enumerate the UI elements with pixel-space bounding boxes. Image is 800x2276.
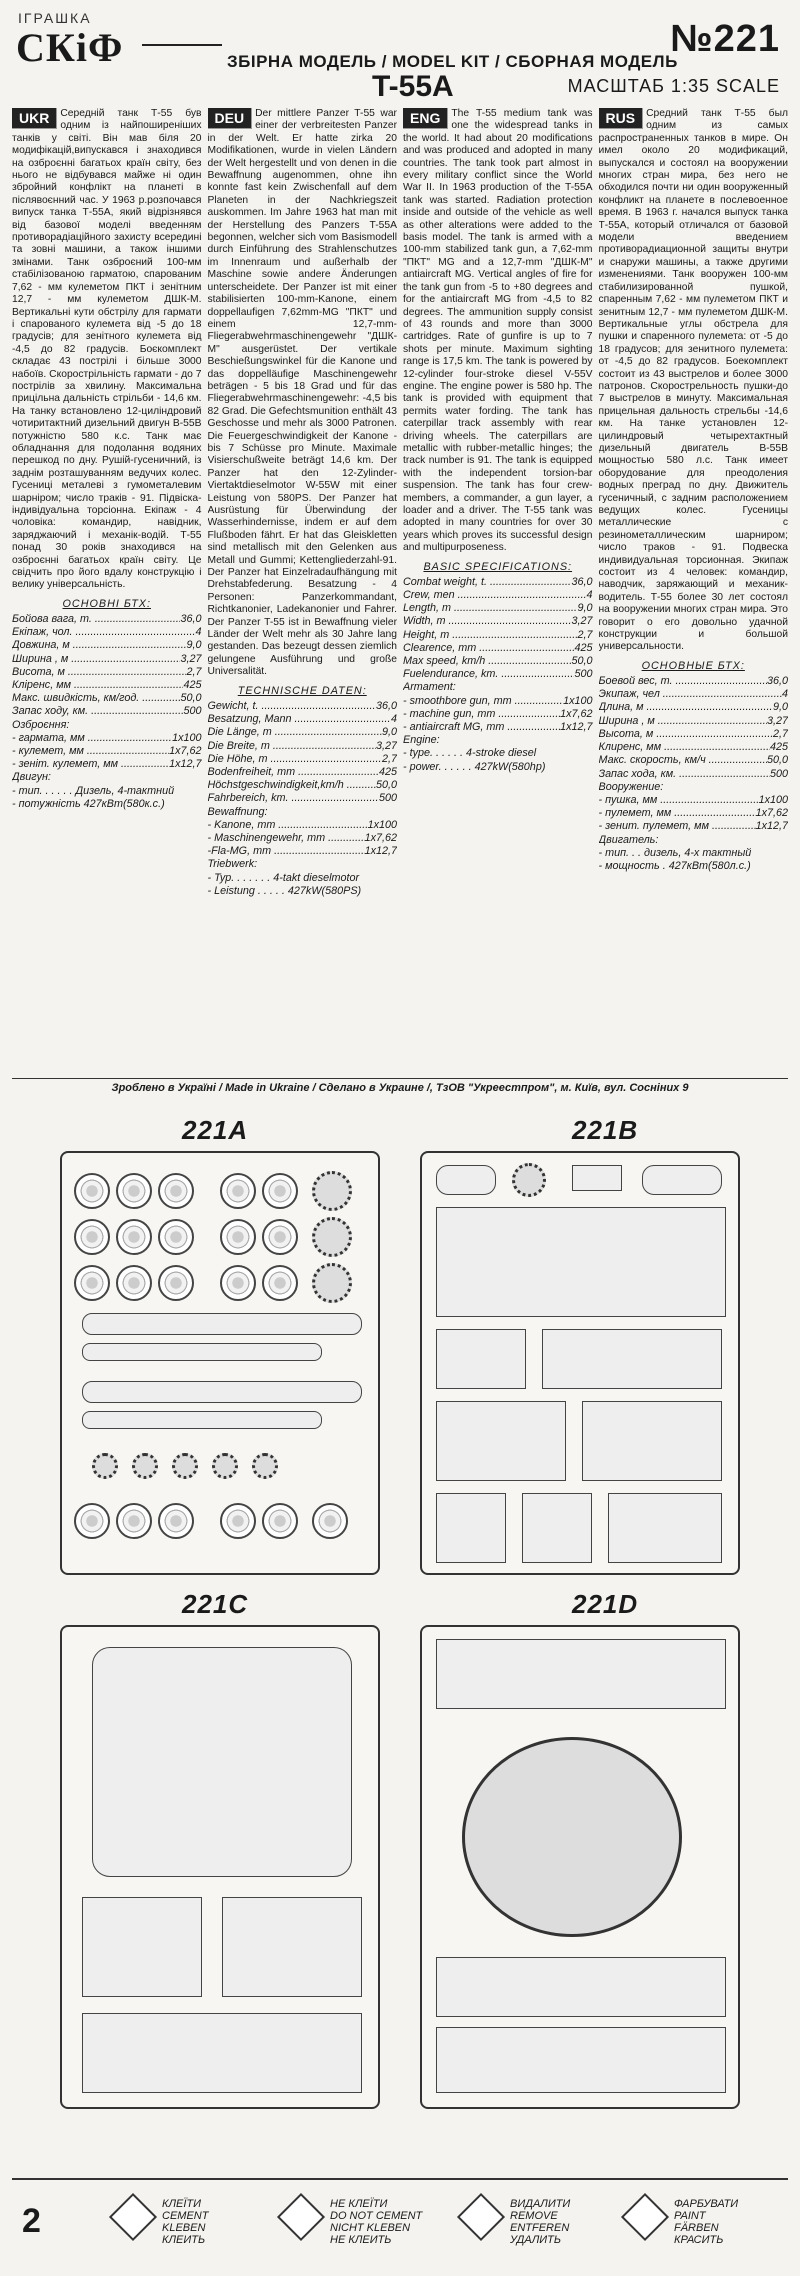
spec-row [599,820,789,833]
legend-text: CEMENT [162,2210,209,2222]
spec-label: Боевой вес, т. ..... [599,675,767,688]
spec-label: Fuelendurance, km. ..... [403,668,574,681]
road-wheel [262,1265,298,1301]
spec-row [208,832,398,845]
spec-row [208,792,398,805]
legend-text: ФАРБУВАТИ [674,2198,739,2210]
legend-text: ВИДАЛИТИ [510,2198,571,2210]
spec-row [12,798,202,811]
spec-label: Clearence, mm ..... [403,642,574,655]
spec-value: 500 [183,705,202,718]
spec-row [208,766,398,779]
spec-label: - пушка, мм ..... [599,794,759,807]
spec-value: 3,27 [180,652,202,665]
spec-table [403,561,593,774]
spec-row [599,847,789,860]
spec-value: 500 [769,767,788,780]
plate-part [608,1493,722,1563]
spec-label: Запас хода, км. ..... [599,768,770,781]
legend-text: PAINT [674,2210,706,2222]
spec-value: 2,7 [186,665,202,678]
lang-badge: UKR [12,108,56,128]
legend-text: KLEBEN [162,2222,206,2234]
spec-row [599,768,789,781]
spec-row [208,885,398,898]
spec-row [12,626,202,639]
spec-label: Armament: [403,681,456,694]
spec-row [12,705,202,718]
spec-label: - гармата, мм ..... [12,732,172,745]
spec-value: 50,0 [180,692,202,705]
plate-part [436,1329,526,1389]
spec-label: Высота, м ..... [599,728,773,741]
small-wheel [212,1453,238,1479]
spec-value: 3,27 [766,714,788,727]
spec-label: - Kanone, mm ..... [208,819,368,832]
spec-label: Ширина , м ..... [599,715,767,728]
spec-row [403,655,593,668]
hull-plate [436,1207,726,1317]
plate-part [222,1897,362,1997]
spec-label: Вооружение: [598,780,664,793]
small-wheel [92,1453,118,1479]
spec-value: 1х7,62 [364,831,397,844]
spec-row [403,681,593,694]
spec-value: 425 [769,741,788,754]
spec-row [403,629,593,642]
small-wheel [172,1453,198,1479]
spec-label: Fahrbereich, km. ..... [208,792,379,805]
spec-row [599,860,789,873]
spec-row [12,692,202,705]
spec-row [599,834,789,847]
spec-row [403,668,593,681]
spec-row [12,745,202,758]
spec-row [403,615,593,628]
spec-value: 1х7,62 [560,707,593,720]
track-part [82,1411,322,1429]
small-parts [436,1957,726,2017]
spec-row [208,819,398,832]
spec-value: 4 [781,688,788,701]
spec-label: Бойова вага, т. ..... [12,613,180,626]
spec-value: 50,0 [375,779,397,792]
spec-label: - power. . . . . . 427kW(580hp) [403,760,546,773]
sprue-diagrams [12,1115,788,2143]
spec-row [599,688,789,701]
spec-row [403,747,593,760]
spec-row [599,807,789,820]
spec-label: Length, m ..... [403,602,577,615]
spec-row [403,734,593,747]
legend-no-cement [330,2198,422,2246]
kit-type: ЗБІРНА МОДЕЛЬ / MODEL KIT / СБОРНАЯ МОДЕЛЬ [227,52,678,71]
spec-label: Engine: [403,734,440,747]
spec-row [403,708,593,721]
spec-row [12,719,202,732]
spec-label: -Fla-MG, mm ..... [208,845,365,858]
description-text: Середній танк Т-55 був одним із найпоширеніших танків у світі. Він мав біля 20 модифікацій,випускався і знаходився на озброєнні багатьох країн світу, без нього не відбувався майже ні один збройний конфлікт на планеті в післявоєнний час. У 1963 р.розпочався випуск танка Т-55А, який відрізнявся від базової моделі введенням противорадіаційного захисту всередині та зовні машини, а також іншими змінами. Танк озброєний 100-мм стабілізованою гарматою, спарованим 7,62 - мм кулеметом ПКТ і зенітним 12,7 - мм кулеметом ДШК-М. Вертикальні кути обстрілу для гармати і спарованого кулемета від -5 до 18 градусів; для зенітного кулемета від -4,5 до 82 градусів. Боєкомплект складає 43 пострілі і більше 3000 набоїв. Скорострільність гармати - до 7 пострілів за хвилину. Максимальна прицільна дальність стрільби - 14,6 км. На танку встановлено 12-циліндровий чотиритактний дизельний двигун В-55В потужністю 580 к.с. Танк має обладнання для подолання водяних перешкод по дну. Рушій-гусеничний, із заднім розташуванням ведучих колес. Гусениці металеві з гумометалевим шарніром; число траків - 91. Підвіска-індивідуальна торсіонна. Екіпаж - 4 чоловіка: командир, навідник, заряджаючий і механік-водій. Т-55 понад 30 років знаходився на озброєнні багатьох країн світу. Це свідчить про його вдалу конструкцію і велику універсальність. [12,108,202,591]
remove-icon [457,2193,505,2241]
spec-label: Озброєння: [12,718,70,731]
spec-value: 2,7 [381,752,397,765]
spec-row [12,666,202,679]
spec-row [208,713,398,726]
spec-value: 36,0 [766,675,788,688]
spec-row [403,589,593,602]
legend-text: ENTFEREN [510,2222,570,2234]
spec-label: Довжина, м ..... [12,639,186,652]
spec-value: 9,0 [186,639,202,652]
spec-value: 4 [390,713,397,726]
legend-text: REMOVE [510,2210,558,2222]
symbol-legend [12,2178,788,2264]
turret-ring [462,1737,682,1937]
spec-value: 1х100 [563,694,593,707]
road-wheel [220,1219,256,1255]
spec-value: 4 [195,626,202,639]
spec-value: 425 [574,641,593,654]
plate-part [522,1493,592,1563]
spec-label: Die Länge, m ..... [208,726,382,739]
spec-label: Bodenfreiheit, mm ..... [208,766,379,779]
sprue-d-frame [420,1625,740,2109]
spec-table [12,598,202,811]
legend-text: КРАСИТЬ [674,2234,724,2246]
spec-row [599,781,789,794]
spec-label: Ширина , м ..... [12,653,180,666]
brand-logo: СКіФ [16,25,124,70]
spec-row [403,576,593,589]
spec-row [12,613,202,626]
small-wheel [252,1453,278,1479]
spec-label: - тип. . . дизель, 4-х тактный [598,846,752,859]
road-wheel [158,1265,194,1301]
spec-label: - зеніт. кулемет, мм ..... [12,758,169,771]
cover-part [642,1165,722,1195]
spec-label: Запас ходу, км. ..... [12,705,183,718]
spec-label: Height, m ..... [403,629,577,642]
track-part [82,1343,322,1361]
spec-title: ОСНОВНІ БТХ: [62,597,151,610]
round-part [512,1163,546,1197]
header [12,8,788,104]
spec-label: Двигун: [12,771,51,784]
spec-value: 1х100 [758,793,788,806]
spec-label: - antiaircraft MG, mm ..... [403,721,560,734]
spec-value: 500 [378,792,397,805]
spec-value: 50,0 [571,655,593,668]
road-wheel [262,1219,298,1255]
spec-value: 1х12,7 [169,758,202,771]
spec-label: - мощность . 427кВт(580л.с.) [598,859,751,872]
column-ukr [12,108,202,1072]
spec-value: 50,0 [766,754,788,767]
box-part [572,1165,622,1191]
spec-row [208,740,398,753]
road-wheel [158,1219,194,1255]
small-parts [436,2027,726,2093]
spec-row [12,785,202,798]
spec-row [599,794,789,807]
spec-row [403,721,593,734]
road-wheel [74,1173,110,1209]
spec-label: Висота, м ..... [12,666,186,679]
spec-value: 36,0 [180,613,202,626]
spec-row [208,858,398,871]
divider [142,44,222,46]
spec-value: 9,0 [577,602,593,615]
column-deu [208,108,398,1072]
spec-row [12,732,202,745]
spec-label: - Leistung . . . . . 427kW(580PS) [207,884,362,897]
spec-title: BASIC SPECIFICATIONS: [423,560,573,573]
drive-sprocket [312,1263,352,1303]
lang-badge: DEU [208,108,252,128]
spec-row [599,754,789,767]
road-wheel [116,1265,152,1301]
scale-label: МАСШТАБ 1:35 SCALE [567,76,780,96]
spec-label: Combat weight, t. ..... [403,576,571,589]
spec-value: 3,27 [571,615,593,628]
spec-value: 425 [378,765,397,778]
spec-value: 500 [574,668,593,681]
spec-label: Bewaffnung: [207,805,268,818]
road-wheel [220,1173,256,1209]
plate-part [82,1897,202,1997]
road-wheel [312,1503,348,1539]
spec-row [208,726,398,739]
cement-icon [109,2193,157,2241]
spec-row [208,872,398,885]
road-wheel [158,1173,194,1209]
no-cement-icon [277,2193,325,2241]
sprue-c-frame [60,1625,380,2109]
road-wheel [74,1219,110,1255]
column-rus [599,108,789,1072]
spec-row [208,753,398,766]
sprue-title-c: 221C [182,1589,249,1619]
legend-text: НЕ КЛЕЇТИ [330,2198,388,2210]
legend-text: NICHT KLEBEN [330,2222,411,2234]
paint-icon [621,2193,669,2241]
spec-label: Besatzung, Mann ..... [208,713,391,726]
spec-row [12,639,202,652]
road-wheel [262,1503,298,1539]
plate-part [582,1401,722,1481]
plate-part [542,1329,722,1389]
spec-row [208,806,398,819]
spec-value: 1х12,7 [364,845,397,858]
spec-row [599,741,789,754]
spec-value: 3,27 [375,739,397,752]
spec-row [403,761,593,774]
spec-value: 36,0 [571,575,593,588]
sprue-b-frame [420,1151,740,1575]
spec-label: - кулемет, мм ..... [12,745,169,758]
spec-label: Die Breite, m ..... [208,740,376,753]
spec-label: - пулемет, мм ..... [599,807,756,820]
road-wheel [74,1503,110,1539]
spec-value: 1х100 [172,731,202,744]
small-parts [436,1639,726,1709]
spec-label: Кліренс, мм ..... [12,679,183,692]
spec-row [12,771,202,784]
legend-text: DO NOT CEMENT [330,2210,423,2222]
drive-sprocket [312,1217,352,1257]
spec-value: 9,0 [381,726,397,739]
spec-value: 2,7 [772,727,788,740]
model-name: T-55A [372,70,454,103]
spec-label: Die Höhe, m ..... [208,753,382,766]
description-text: Der mittlere Panzer T-55 war einer der verbreitesten Panzer in der Welt. Er hatte zirka 20 Modifikationen, wurde in vielen Ländern der Welt hergestellt und von denen in die Bewaffnung augenommen, ohne ihn konnte fast kein Zwischenfall auf dem Planeten in der Nachkriegszeit auskommen. Im Jahre 1963 hat man mit der Herstellung des Panzers T-55A begonnen, welcher sich vom Basismodell durch Einführung des Strahlenschutzes im Innenraum und außerhalb der Maschine sowie andere Änderungen unterscheidete. Der Panzer ist mit einer stabilisierten 100-mm-Kanone, einem doppellaufigen 7,62mm-MG "ПКТ" und einem 12,7-mm-Fliegerabwehrmaschinengewehr "ДШК-М" ausgerüstet. Der vertikale Beschießungswinkel für die Kanone und das doppelläufige Maschinengewehr beträgen - 5 bis 18 Grad und für das Fliegerabwehrmaschinengewehr: -4,5 bis 82 Grad. Die Gefechtsmunition enthält 43 Geschosse und mehr als 3000 Patronen. Die Feuergeschwindigkeit der Kanone - bis 7 Schüsse pro Minute. Maximale Visierschußweite beträgt 14,6 km. Der Panzer hat den 12-Zylinder-Viertaktdieselmotor W-55W mit einer Leistung von 580PS. Der Panzer hat Ausrüstung für Überwindung der Wasserhindernisse, indem er auf dem Flußboden fährt. Er hat das Gleiskletten sind metallisch mit den Gelenken aus Metall und Gummi; Kettengliederzahl-91. Der Panzer hat Einzelradaufhängung mit Drehstabfederung. Besatzung - 4 Personen: Panzerkommandant, Richtkanonier, Ladekanonier und Fahrer. Der Panzer T-55 ist in Bewaffnung vieler Länder der Welt mehr als 30 Jahre lang gestanden. Das bezeugt dessen ziemlich gelungene Ausführung und große Universalität. [207,108,397,678]
legend-paint [674,2198,738,2246]
description-text: Средний танк Т-55 был одним из самых распространенных танков в мире. Он имел около 20 модификаций, выпускался и состоял на вооружении многих стран мира, без него не обходился почти ни один вооруженный конфликт на планете в послевоенное время. В 1963 г. начался выпуск танка Т-55А, который отличался от базовой модели введением противорадиационной защиты внутри и снаружи машины, а также другими изменениями. Танк вооружен 100-мм стабилизированной пушкой, спаренным 7,62 - мм пулеметом ПКТ и зенитным 12,7 - мм пулеметом ДШК-М. Вертикальные углы обстрела для пушки и спаренного пулемета: от -5 до 18 градусов; для зенитного пулемета: от -4,5 до 82 градусов. Боекомплект состоит из 43 выстрелов и более 3000 патронов. Скорострельность пушки-до 7 выстрелов в минуту. Максимальная прицельная дальность стрельбы -14,6 км. На танке установлен 12-цилиндровый четырехтактный дизельный двигатель В-55В мощностью 580 л.с. Танк имеет оборудование для преодоления водных преград по дну. Движитель гусеничный, с задним расположением ведущих колес. Гусеницы металлические с резинометаллическим шарниром; число траков - 91. Подвеска индивидуальная торсионная. Экипаж состоит из 4 человек: командир, наводчик, заряжающий и механик-водитель. Т-55 более 30 лет состоял на вооружении многих стран мира. Это говорит о его довольно удачной конструкции и большой универсальности. [598,108,788,653]
legend-text: FÄRBEN [674,2222,719,2234]
drive-sprocket [312,1171,352,1211]
kit-number: №221 [670,18,780,60]
spec-label: - зенит. пулемет, мм ..... [599,820,756,833]
spec-label: Höchstgeschwindigkeit,km/h ..... [208,779,376,792]
spec-value: 4 [586,589,593,602]
plate-part [436,1493,506,1563]
spec-label: - smoothbore gun, mm ..... [403,695,563,708]
road-wheel [220,1265,256,1301]
spec-label: Экипаж, чел ..... [599,688,782,701]
lang-badge: RUS [599,108,643,128]
brand-subtitle: ІГРАШКА [18,10,92,26]
road-wheel [74,1265,110,1301]
road-wheel [116,1219,152,1255]
spec-label: - type. . . . . . 4-stroke diesel [403,747,537,760]
spec-label: - Typ. . . . . . . 4-takt dieselmotor [207,871,360,884]
spec-row [12,758,202,771]
spec-label: Макс. швидкість, км/год. ..... [12,692,180,705]
hatch-part [436,1165,496,1195]
spec-table [599,660,789,873]
spec-title: TECHNISCHE DATEN: [237,684,367,697]
column-eng [403,108,593,1072]
spec-label: Екіпаж, чол. ..... [12,626,195,639]
spec-row [599,728,789,741]
legend-cement [162,2198,208,2246]
sprue-title-b: 221B [572,1115,639,1145]
spec-row [403,695,593,708]
spec-row [599,715,789,728]
spec-row [208,845,398,858]
spec-row [403,602,593,615]
road-wheel [220,1503,256,1539]
spec-row [403,642,593,655]
plate-part [436,1401,566,1481]
road-wheel [116,1173,152,1209]
legend-text: КЛЕЇТИ [162,2198,202,2210]
legend-remove [510,2198,570,2246]
spec-label: - Maschinengewehr, mm ..... [208,832,365,845]
spec-value: 2,7 [577,628,593,641]
spec-label: Max speed, km/h ..... [403,655,571,668]
sprue-title-a: 221A [182,1115,249,1145]
fender-part [82,1381,362,1403]
plate-part [82,2013,362,2093]
spec-label: Gewicht, t. ..... [208,700,376,713]
spec-value: 1х12,7 [755,820,788,833]
fender-part [82,1313,362,1335]
spec-title: ОСНОВНЫЕ БТХ: [641,659,745,672]
spec-label: - тип. . . . . . Дизель, 4-тактний [12,784,175,797]
spec-row [208,779,398,792]
legend-text: УДАЛИТЬ [510,2234,562,2246]
legend-text: НЕ КЛЕИТЬ [330,2234,392,2246]
spec-label: Длина, м ..... [599,701,773,714]
description-text: The T-55 medium tank was one the widespread tanks in the world. It had about 20 modifications and was produced and adopted in many countries. The tank took part almost in every military conflict since the World War II. In 1963 production of the T-55A tank was started. Radiation protection inside and outside of the vehicle as well as other alterations were added to the basis model. The tank is armed with a 100-mm stabilized tank gun, a 7,62-mm "ПКТ" MG and a 12,7-mm "ДШК-М" antiaircraft MG. Vertical angles of fire for the tank gun from -5 to +80 degrees and for the antiaircraft MG from -4,5 to 82 degrees. The ammunition supply consist of 43 rounds and more than 3000 cartridges. Rate of gunfire is up to 7 shots per minute. Maximum sighting range is 17,5 km. The tank is powered by 12-cylinder four-stroke diesel V-55V engine. The engine power is 580 hp. The tank is provided with equipment that permits water fording. The tank has caterpillar track assembly with rear driving wheels. The caterpillars are metallic with rubber-metallic hinges; the track number is 91. The tank is equipped with the independent torsion-bar suspension. The tank has four crew-members, a commander, a gun layer, a loader and a driver. The T-55 tank was adopted in many countries for over 30 years which proves its successful design and multipurposeness. [403,108,593,554]
spec-label: - machine gun, mm ..... [403,708,560,721]
spec-value: 1х100 [367,818,397,831]
road-wheel [158,1503,194,1539]
spec-label: Triebwerk: [207,858,258,871]
spec-label: Двигатель: [598,833,659,846]
spec-value: 9,0 [772,701,788,714]
sprue-title-d: 221D [572,1589,639,1619]
description-columns [12,108,788,1072]
road-wheel [116,1503,152,1539]
spec-row [599,675,789,688]
spec-value: 425 [183,679,202,692]
manufacturer-line: Зроблено в Україні / Made in Ukraine / Сделано в Украине /, ТзОВ "Укреестпром", м. Київ, вул. Соснiних 9 [12,1078,788,1094]
spec-label: - потужність 427кВт(580к.с.) [12,797,165,810]
spec-label: Crew, men ..... [403,589,586,602]
spec-value: 1х7,62 [169,745,202,758]
spec-value: 36,0 [375,699,397,712]
spec-table [208,685,398,898]
small-wheel [132,1453,158,1479]
spec-row [599,701,789,714]
spec-value: 1х12,7 [560,721,593,734]
spec-row [208,700,398,713]
spec-value: 1х7,62 [755,807,788,820]
sprue-a-frame [60,1151,380,1575]
spec-row [12,679,202,692]
road-wheel [262,1173,298,1209]
instruction-page [12,8,788,2268]
spec-label: Width, m ..... [403,615,571,628]
spec-row [12,653,202,666]
spec-label: Клиренс, мм ..... [599,741,770,754]
page-number: 2 [22,2202,41,2240]
lang-badge: ENG [403,108,447,128]
legend-text: КЛЕИТЬ [162,2234,206,2246]
spec-label: Макс. скорость, км/ч ..... [599,754,767,767]
turret-part [92,1647,352,1877]
